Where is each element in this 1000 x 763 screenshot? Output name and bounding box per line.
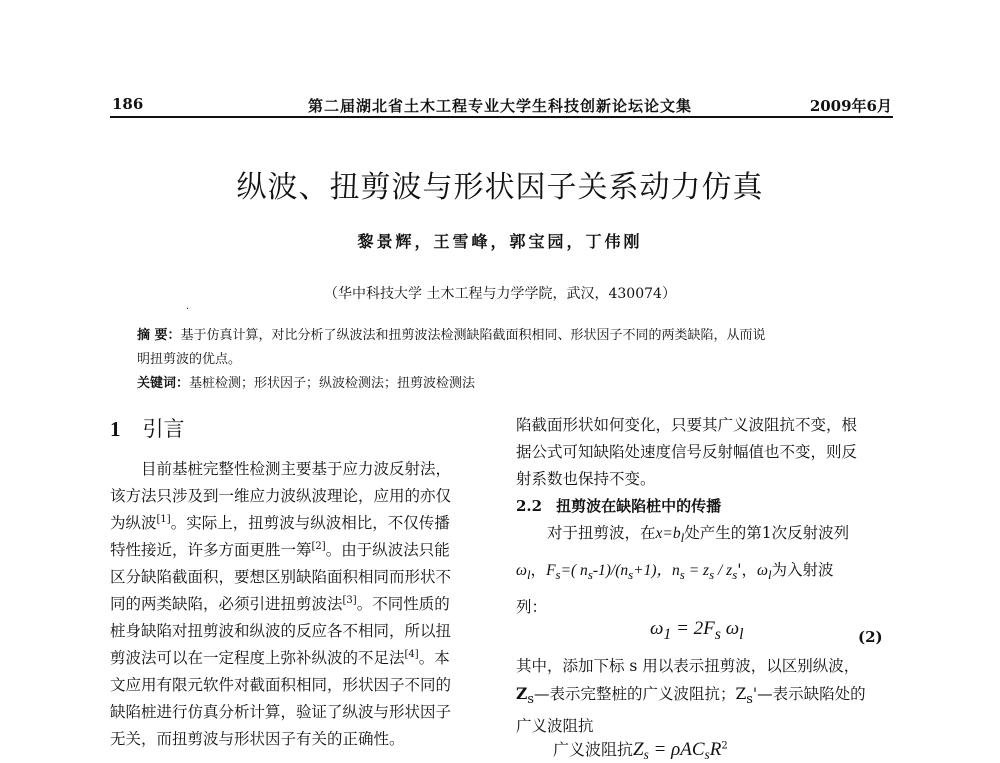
keywords-text: 基桩检测；形状因子；纵波检测法；扭剪波检测法 [189, 376, 476, 391]
right-column-text [516, 412, 894, 621]
cont-line: 射系数也保持不变。 [516, 470, 656, 488]
explain-line: 广义波阻抗 [516, 717, 594, 736]
abstract-line2: 明扭剪波的优点。 [137, 352, 242, 367]
cont-line: 据公式可知缺陷处速度信号反射幅值也不变，则反 [516, 443, 858, 461]
ref-2[interactable]: [2] [311, 540, 326, 552]
explain-line: 其中，添加下标 s 用以表示扭剪波，以区别纵波， [516, 657, 860, 675]
abstract-line1: 基于仿真计算，对比分析了纵波法和扭剪波法检测缺陷截面积相同、形状因子不同的两类缺陷，从而说 [180, 328, 766, 343]
intro-line: 特性接近，许多方面更胜一筹[2]。由于纵波法只能 [110, 540, 450, 559]
impedance-formula: 广义波阻抗$Z_s = \rho AC_sR^2$ [553, 739, 728, 763]
intro-line: 为纵波[1]。实际上，扭剪波与纵波相比，不仅传播 [110, 513, 450, 532]
section-heading [110, 413, 185, 443]
paper-title: 纵波、扭剪波与形状因子关系动力仿真 [236, 170, 764, 205]
publication-date: 2009年6月 [809, 97, 892, 115]
intro-line: 文应用有限元软件对截面积相同，形状因子不同的 [110, 676, 452, 694]
intro-paragraph [110, 456, 490, 753]
section-number: 1 [110, 417, 121, 441]
equation-2: $\omega_1 = 2F_s$ $\omega_l$ [650, 618, 744, 643]
affiliation: （华中科技大学 土木工程与力学学院，武汉，430074） [324, 286, 676, 302]
cont-line: 陷截面形状如何变化，只要其广义波阻抗不变，根 [516, 416, 858, 434]
keywords-label: 关键词： [137, 376, 190, 391]
intro-line: 剪波法可以在一定程度上弥补纵波的不足法[4]。本 [110, 648, 450, 667]
intro-line: 该方法只涉及到一维应力波纵波理论，应用的亦仅 [110, 487, 452, 505]
abstract-label: 摘 要： [137, 328, 181, 343]
torsion-line: $\omega_l$，$F_s=$( $n_s-1)/(n_s+1)$，$n_s = z_s / z_s'$，$\omega_l$为入射波 [516, 561, 834, 583]
keywords [137, 372, 475, 391]
torsion-line: 列： [516, 598, 548, 617]
intro-line: 无关，而扭剪波与形状因子有关的正确性。 [110, 730, 405, 748]
ref-3[interactable]: [3] [342, 594, 357, 606]
subsection-title: 扭剪波在缺陷桩中的传播 [556, 497, 722, 515]
subsection-heading [516, 493, 894, 520]
intro-line: 目前基桩完整性检测主要基于应力波反射法， [141, 460, 452, 478]
intro-line: 同的两类缺陷，必须引进扭剪波法[3]。不同性质的 [110, 594, 450, 613]
explain-line: $Z_s—$表示完整桩的广义波阻抗；$Z_s'—$表示缺陷处的 [516, 684, 866, 708]
page-number: 186 [112, 95, 144, 113]
stray-mark: · [186, 304, 190, 315]
header-rule [110, 116, 893, 118]
intro-line: 桩身缺陷对扭剪波和纵波的反应各不相同，所以扭 [110, 622, 452, 640]
equation-number: (2) [858, 628, 883, 646]
journal-title: 第二届湖北省土木工程专业大学生科技创新论坛论文集 [307, 97, 692, 115]
section-title: 引言 [142, 417, 185, 441]
right-column-text-2 [516, 653, 894, 740]
ref-1[interactable]: [1] [156, 513, 171, 525]
ref-4[interactable]: [4] [404, 648, 419, 660]
subsection-number: 2.2 [516, 497, 543, 515]
intro-line: 区分缺陷截面积，要想区别缺陷面积相同而形状不 [110, 568, 452, 586]
torsion-line: 对于扭剪波，在$x=b_l$处产生的第1次反射波列 [547, 524, 850, 546]
authors: 黎景辉，王雪峰，郭宝园，丁伟刚 [357, 232, 643, 251]
intro-line: 缺陷桩进行仿真分析计算，验证了纵波与形状因子 [110, 703, 452, 721]
abstract [137, 324, 872, 372]
